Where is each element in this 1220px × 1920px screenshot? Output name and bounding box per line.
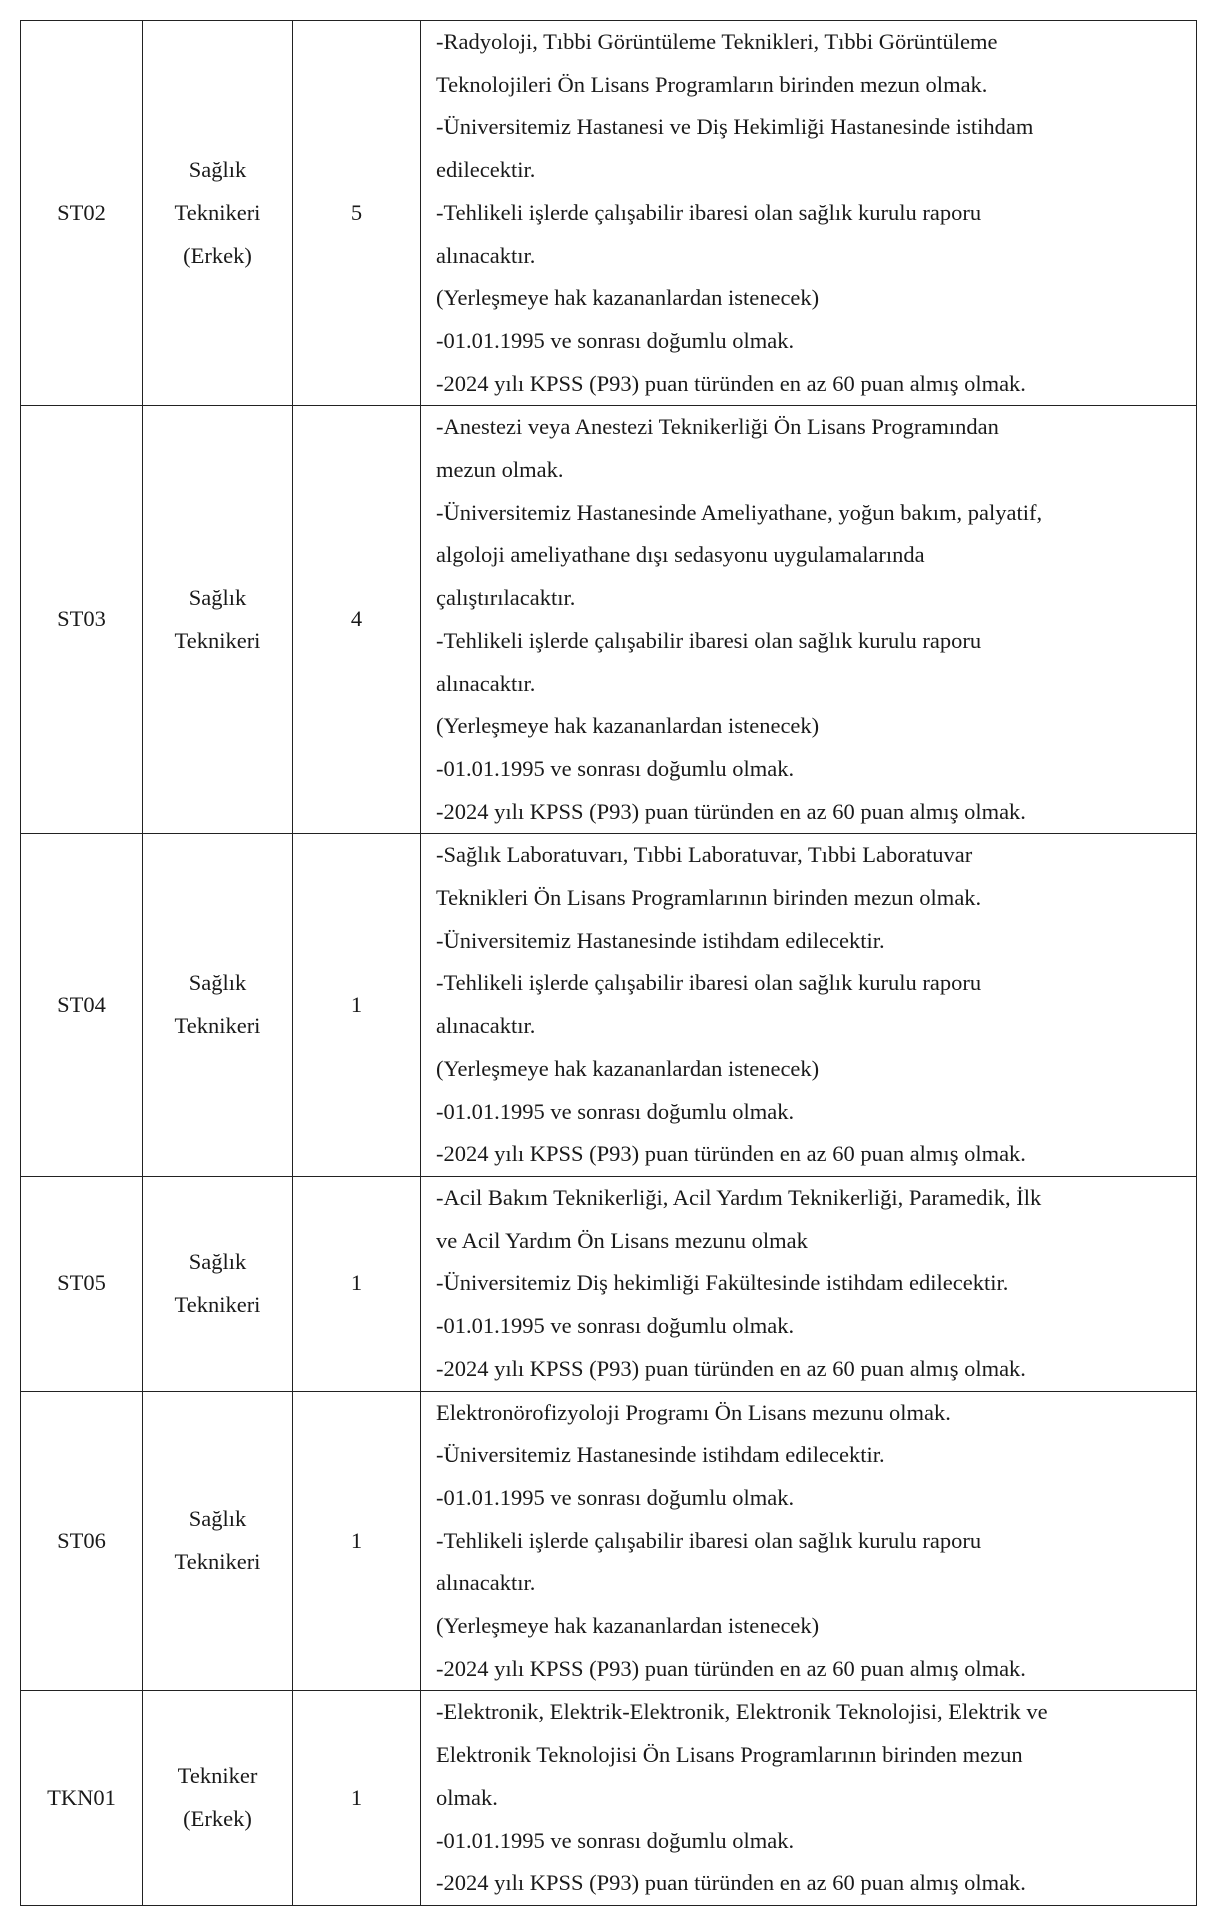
position-title-line: Sağlık: [188, 1249, 247, 1275]
requirement-line: -2024 yılı KPSS (P93) puan türünden en az 60 puan almış olmak.: [436, 1870, 1026, 1896]
requirement-line: Teknikleri Ön Lisans Programlarının birinden mezun olmak.: [436, 885, 982, 911]
position-title: [143, 834, 293, 1177]
requirement-line: (Yerleşmeye hak kazananlardan istenecek): [436, 713, 820, 739]
position-code: ST02: [21, 21, 143, 406]
position-code: TKN01: [21, 1691, 143, 1906]
requirement-line: ve Acil Yardım Ön Lisans mezunu olmak: [436, 1227, 808, 1253]
requirement-line: -Elektronik, Elektrik-Elektronik, Elektronik Teknolojisi, Elektrik ve: [436, 1699, 1048, 1725]
requirement-line: -Üniversitemiz Hastanesinde istihdam edilecektir.: [436, 927, 885, 953]
position-title-line: (Erkek): [183, 1806, 252, 1832]
requirement-line: -2024 yılı KPSS (P93) puan türünden en az 60 puan almış olmak.: [436, 370, 1026, 396]
requirement-line: algoloji ameliyathane dışı sedasyonu uygulamalarında: [436, 542, 925, 568]
requirement-line: (Yerleşmeye hak kazananlardan istenecek): [436, 1055, 820, 1081]
requirement-line: çalıştırılacaktır.: [436, 585, 576, 611]
requirement-line: -Anestezi veya Anestezi Teknikerliği Ön Lisans Programından: [436, 414, 999, 440]
position-count: 4: [293, 406, 421, 834]
requirement-line: -Sağlık Laboratuvarı, Tıbbi Laboratuvar, Tıbbi Laboratuvar: [436, 842, 973, 868]
position-title-line: Teknikeri: [174, 627, 261, 653]
requirement-line: (Yerleşmeye hak kazananlardan istenecek): [436, 1613, 820, 1639]
position-title: [143, 21, 293, 406]
requirement-line: -Üniversitemiz Hastanesinde istihdam edilecektir.: [436, 1442, 885, 1468]
requirement-line: -Tehlikeli işlerde çalışabilir ibaresi olan sağlık kurulu raporu: [436, 199, 982, 225]
requirement-line: Teknolojileri Ön Lisans Programların birinden mezun olmak.: [436, 71, 988, 97]
position-title-line: Teknikeri: [174, 199, 261, 225]
table-row: [21, 406, 1197, 834]
position-requirements: [421, 406, 1197, 834]
position-requirements: [421, 1391, 1197, 1691]
positions-table-body: [21, 21, 1197, 1906]
table-row: [21, 1391, 1197, 1691]
table-row: [21, 834, 1197, 1177]
position-title-line: (Erkek): [183, 242, 252, 268]
requirement-line: -Üniversitemiz Hastanesinde Ameliyathane, yoğun bakım, palyatif,: [436, 499, 1043, 525]
position-requirements: [421, 1176, 1197, 1391]
requirement-line: -Tehlikeli işlerde çalışabilir ibaresi olan sağlık kurulu raporu: [436, 970, 982, 996]
position-code: ST06: [21, 1391, 143, 1691]
requirement-line: (Yerleşmeye hak kazananlardan istenecek): [436, 285, 820, 311]
position-code: ST04: [21, 834, 143, 1177]
requirement-line: alınacaktır.: [436, 1013, 536, 1039]
requirement-line: -Acil Bakım Teknikerliği, Acil Yardım Teknikerliği, Paramedik, İlk: [436, 1184, 1042, 1210]
position-title: [143, 1176, 293, 1391]
position-title-line: Sağlık: [188, 157, 247, 183]
requirement-line: -2024 yılı KPSS (P93) puan türünden en az 60 puan almış olmak.: [436, 1141, 1026, 1167]
requirement-line: -Üniversitemiz Hastanesi ve Diş Hekimliği Hastanesinde istihdam: [436, 114, 1034, 140]
requirement-line: Elektronik Teknolojisi Ön Lisans Programlarının birinden mezun: [436, 1742, 1023, 1768]
position-title: [143, 1691, 293, 1906]
position-title-line: Sağlık: [188, 585, 247, 611]
requirement-line: Elektronörofizyoloji Programı Ön Lisans mezunu olmak.: [436, 1399, 951, 1425]
requirement-line: alınacaktır.: [436, 670, 536, 696]
position-code: ST03: [21, 406, 143, 834]
position-count: 1: [293, 1176, 421, 1391]
position-title-line: Teknikeri: [174, 1548, 261, 1574]
position-count: 5: [293, 21, 421, 406]
requirement-line: -01.01.1995 ve sonrası doğumlu olmak.: [436, 755, 795, 781]
position-count: 1: [293, 1691, 421, 1906]
requirement-line: mezun olmak.: [436, 457, 564, 483]
positions-table: [20, 20, 1197, 1906]
requirement-line: -01.01.1995 ve sonrası doğumlu olmak.: [436, 327, 795, 353]
requirement-line: -01.01.1995 ve sonrası doğumlu olmak.: [436, 1484, 795, 1510]
requirement-line: alınacaktır.: [436, 242, 536, 268]
position-count: 1: [293, 834, 421, 1177]
position-code: ST05: [21, 1176, 143, 1391]
requirement-line: -01.01.1995 ve sonrası doğumlu olmak.: [436, 1098, 795, 1124]
position-title-line: Sağlık: [188, 970, 247, 996]
requirement-line: edilecektir.: [436, 157, 536, 183]
requirement-line: -2024 yılı KPSS (P93) puan türünden en az 60 puan almış olmak.: [436, 798, 1026, 824]
requirement-line: -2024 yılı KPSS (P93) puan türünden en az 60 puan almış olmak.: [436, 1355, 1026, 1381]
requirement-line: -Üniversitemiz Diş hekimliği Fakültesinde istihdam edilecektir.: [436, 1270, 1009, 1296]
requirement-line: -Tehlikeli işlerde çalışabilir ibaresi olan sağlık kurulu raporu: [436, 1527, 982, 1553]
requirement-line: -01.01.1995 ve sonrası doğumlu olmak.: [436, 1827, 795, 1853]
requirement-line: -01.01.1995 ve sonrası doğumlu olmak.: [436, 1313, 795, 1339]
table-row: [21, 1176, 1197, 1391]
position-title-line: Tekniker: [177, 1763, 258, 1789]
requirement-line: -Radyoloji, Tıbbi Görüntüleme Teknikleri, Tıbbi Görüntüleme: [436, 29, 998, 54]
requirement-line: alınacaktır.: [436, 1570, 536, 1596]
table-row: [21, 1691, 1197, 1906]
position-title: [143, 406, 293, 834]
position-title-line: Teknikeri: [174, 1013, 261, 1039]
position-count: 1: [293, 1391, 421, 1691]
requirement-line: -Tehlikeli işlerde çalışabilir ibaresi olan sağlık kurulu raporu: [436, 627, 982, 653]
position-title: [143, 1391, 293, 1691]
position-requirements: [421, 1691, 1197, 1906]
position-title-line: Teknikeri: [174, 1291, 261, 1317]
position-title-line: Sağlık: [188, 1506, 247, 1532]
position-requirements: [421, 21, 1197, 406]
requirement-line: -2024 yılı KPSS (P93) puan türünden en az 60 puan almış olmak.: [436, 1655, 1026, 1681]
table-row: [21, 21, 1197, 406]
position-requirements: [421, 834, 1197, 1177]
requirement-line: olmak.: [436, 1784, 498, 1810]
